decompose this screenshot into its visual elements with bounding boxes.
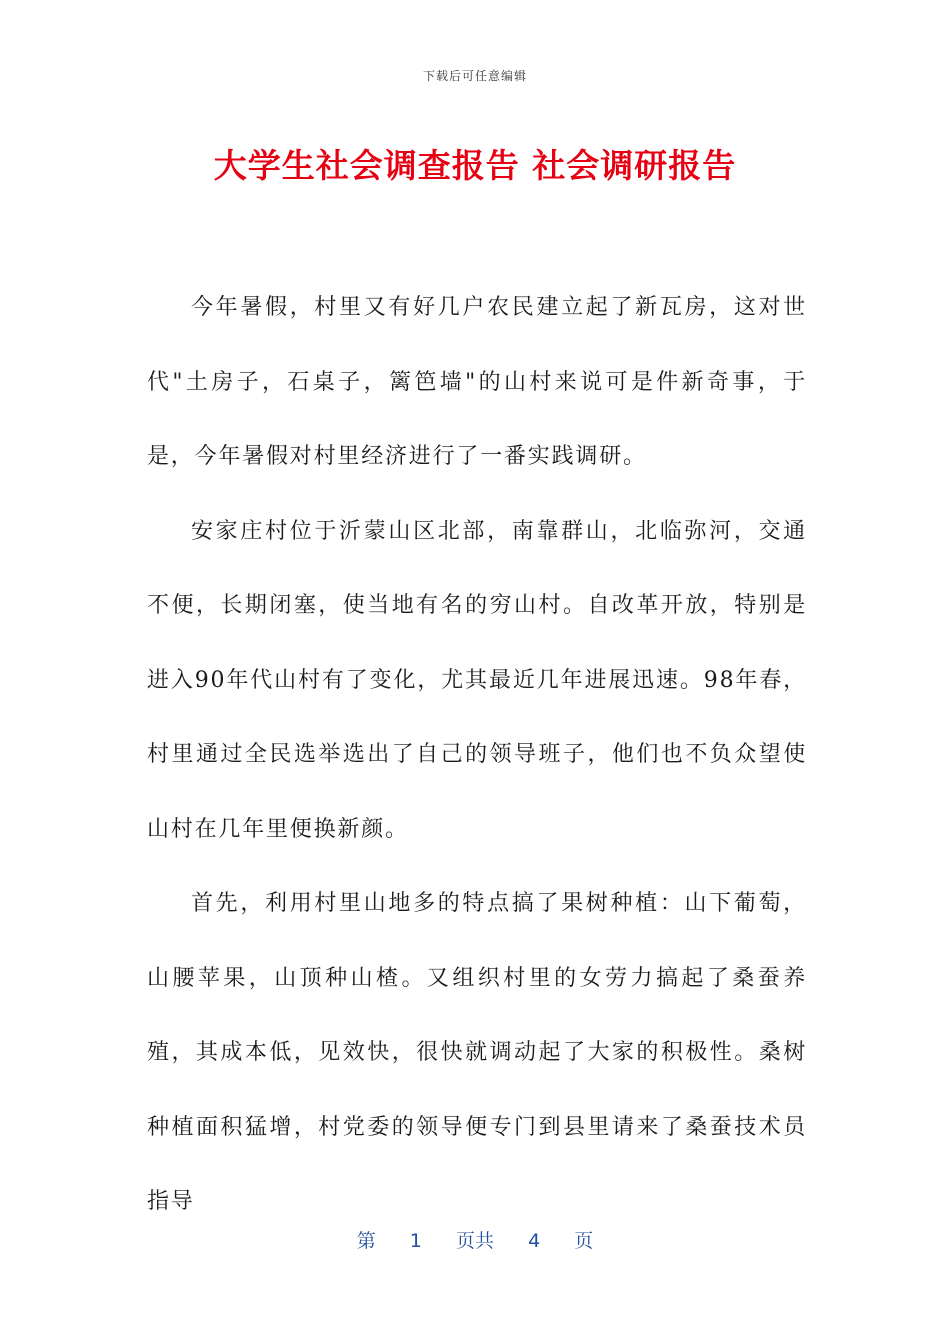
page-total: 4 — [528, 1230, 541, 1252]
document-body — [147, 271, 807, 1240]
paragraph: 安家庄村位于沂蒙山区北部，南靠群山，北临弥河，交通不便，长期闭塞，使当地有名的穷山村。自改革开放，特别是进入90年代山村有了变化，尤其最近几年进展迅速。98年春，村里通过全民选举选出了自己的领导班子，他们也不负众望使山村在几年里便换新颜。 — [147, 518, 807, 842]
page-prefix: 第 — [356, 1230, 376, 1252]
paragraph: 首先，利用村里山地多的特点搞了果树种植：山下葡萄，山腰苹果，山顶种山楂。又组织村里的女劳力搞起了桑蚕养殖，其成本低，见效快，很快就调动起了大家的积极性。桑树种植面积猛增，村党委的领导便专门到县里请来了桑蚕技术员指导 — [147, 891, 807, 1214]
header-note: 下载后可任意编辑 — [422, 69, 527, 83]
page-current: 1 — [409, 1230, 422, 1252]
page-suffix: 页 — [574, 1230, 594, 1252]
document-title: 大学生社会调查报告 社会调研报告 — [213, 146, 737, 185]
page-mid: 页共 — [455, 1230, 494, 1252]
page-number-footer — [0, 1226, 950, 1253]
paragraph: 今年暑假，村里又有好几户农民建立起了新瓦房，这对世代"土房子，石桌子，篱笆墙"的山村来说可是件新奇事，于是，今年暑假对村里经济进行了一番实践调研。 — [147, 295, 807, 469]
